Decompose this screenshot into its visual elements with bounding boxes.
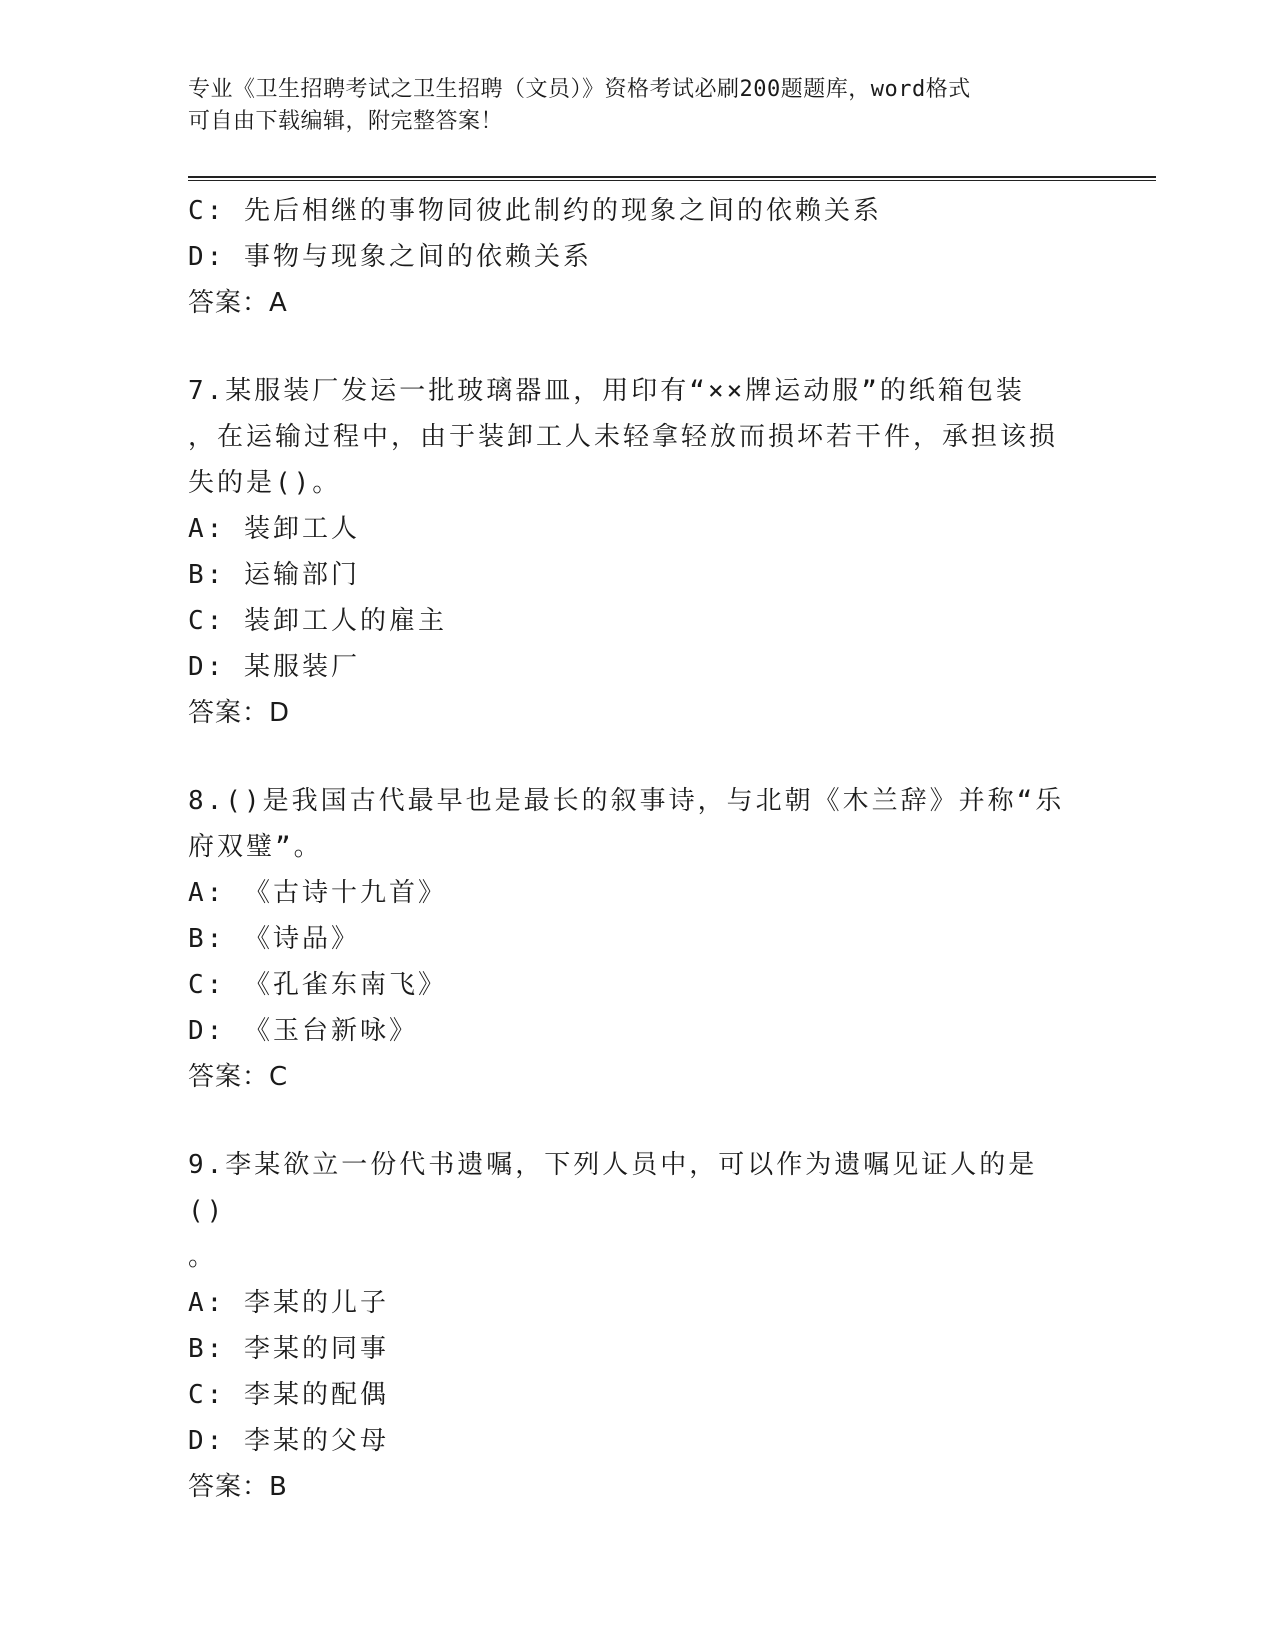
option-a: A: 李某的儿子 [188, 1288, 389, 1318]
question-8 [188, 778, 1068, 1100]
question-stem-line: 失的是()。 [188, 468, 342, 498]
answer-line: 答案：B [188, 1472, 288, 1502]
option-c: C: 装卸工人的雇主 [188, 606, 447, 636]
question-stem-line: 。 [188, 1242, 218, 1272]
question-stem-line: 9.李某欲立一份代书遗嘱，下列人员中，可以作为遗嘱见证人的是() [188, 1150, 1038, 1226]
question-stem-line: 7.某服装厂发运一批玻璃器皿，用印有“××牌运动服”的纸箱包装 [188, 376, 1025, 406]
answer-line: 答案：C [188, 1062, 289, 1092]
question-stem-line: 8.()是我国古代最早也是最长的叙事诗，与北朝《木兰辞》并称“乐 [188, 786, 1065, 816]
option-c: C: 李某的配偶 [188, 1380, 389, 1410]
option-b: B: 运输部门 [188, 560, 360, 590]
option-d: D: 事物与现象之间的依赖关系 [188, 242, 592, 272]
question-9 [188, 1142, 1068, 1510]
question-stem-line: ，在运输过程中，由于装卸工人未轻拿轻放而损坏若干件，承担该损 [188, 422, 1059, 452]
header-line-1: 专业《卫生招聘考试之卫生招聘（文员）》资格考试必刷200题题库，word格式 [188, 77, 971, 102]
answer-line: 答案：D [188, 698, 291, 728]
option-b: B: 李某的同事 [188, 1334, 389, 1364]
option-d: D: 某服装厂 [188, 652, 360, 682]
header-line-2: 可自由下载编辑，附完整答案！ [188, 109, 504, 134]
option-d: D: 李某的父母 [188, 1426, 389, 1456]
option-d: D: 《玉台新咏》 [188, 1016, 418, 1046]
option-a: A: 《古诗十九首》 [188, 878, 447, 908]
option-a: A: 装卸工人 [188, 514, 360, 544]
option-c: C: 《孔雀东南飞》 [188, 970, 447, 1000]
option-b: B: 《诗品》 [188, 924, 360, 954]
question-stem-line: 府双璧”。 [188, 832, 323, 862]
document-header [188, 74, 1088, 138]
answer-line: 答案：A [188, 288, 288, 318]
question-7 [188, 368, 1068, 736]
header-divider [188, 176, 1156, 181]
option-c: C: 先后相继的事物同彼此制约的现象之间的依赖关系 [188, 196, 882, 226]
question-list [188, 188, 1068, 1510]
question-6-continued [188, 188, 1068, 326]
